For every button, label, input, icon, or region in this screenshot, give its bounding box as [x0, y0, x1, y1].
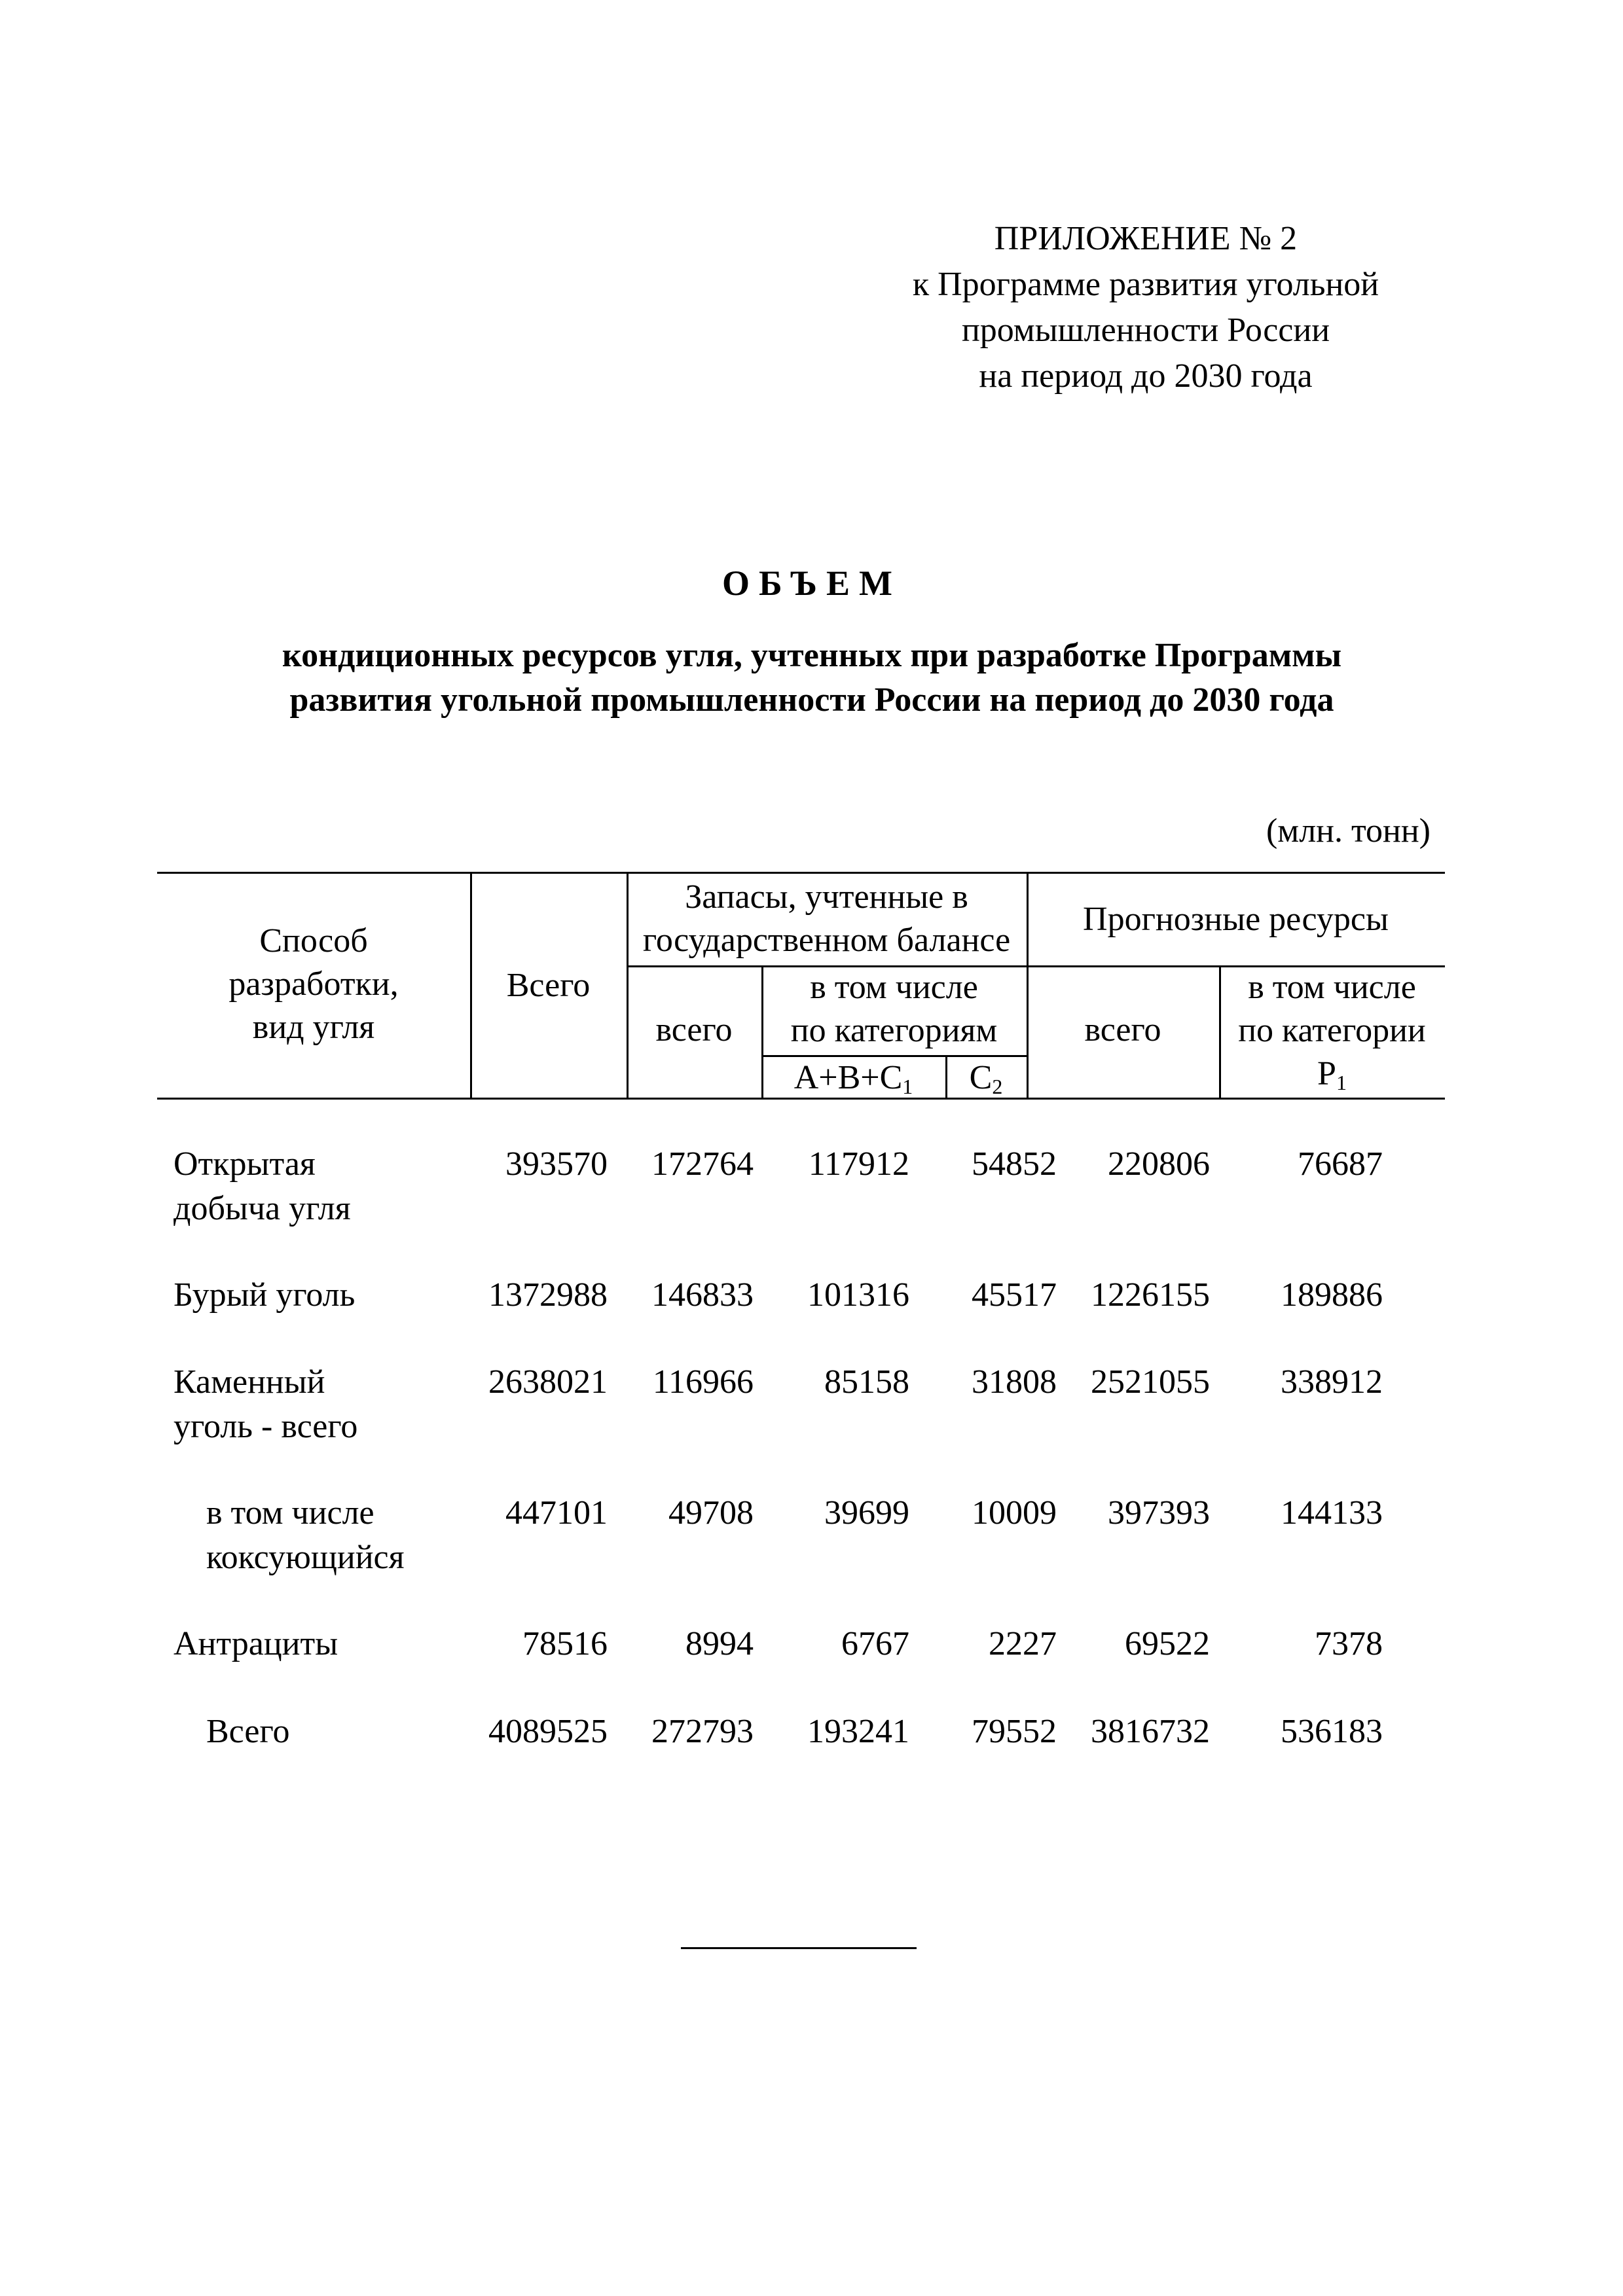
header-reserves: Запасы, учтенные в государственном балансе	[642, 878, 1011, 959]
cell-cat-abc1: 117912	[808, 1145, 909, 1183]
cell-reserves-total: 172764	[651, 1145, 754, 1183]
cell-cat-abc1: 39699	[824, 1494, 909, 1532]
cell-cat-p1: 76687	[1298, 1145, 1383, 1183]
cell-cat-p1: 7378	[1315, 1625, 1383, 1662]
row-label: в том числе коксующийся	[206, 1494, 405, 1576]
row-label: Антрациты	[173, 1625, 338, 1662]
cell-forecast-total: 2521055	[1091, 1363, 1210, 1401]
cell-total: 2638021	[488, 1363, 608, 1401]
appendix-number: ПРИЛОЖЕНИЕ № 2	[994, 220, 1298, 257]
cell-cat-c2: 31808	[972, 1363, 1057, 1401]
cell-forecast-total: 220806	[1108, 1145, 1210, 1183]
cell-reserves-total: 272793	[651, 1713, 754, 1750]
subtitle-line: кондиционных ресурсов угля, учтенных при разработке Программы	[282, 637, 1342, 674]
header-forecast-total: всего	[1084, 1011, 1161, 1049]
cell-cat-abc1: 85158	[824, 1363, 909, 1401]
cell-cat-p1: 536183	[1281, 1713, 1383, 1750]
header-reserves-incl: в том числе по категориям	[790, 969, 998, 1049]
cell-cat-abc1: 101316	[807, 1276, 909, 1314]
cell-reserves-total: 146833	[651, 1276, 754, 1314]
cell-forecast-total: 1226155	[1091, 1276, 1210, 1314]
document-title: ОБЪЕМ	[722, 564, 902, 603]
cell-total: 78516	[522, 1625, 608, 1662]
cell-cat-c2: 2227	[989, 1625, 1057, 1662]
row-label: Каменный уголь - всего	[173, 1363, 358, 1445]
row-label: Бурый уголь	[173, 1276, 356, 1314]
header-total: Всего	[506, 967, 591, 1004]
cell-forecast-total: 397393	[1108, 1494, 1210, 1532]
cell-cat-p1: 338912	[1281, 1363, 1383, 1401]
subtitle-line: развития угольной промышленности России на период до 2030 года	[289, 681, 1334, 719]
header-method: Способ разработки, вид угля	[228, 922, 399, 1046]
cell-cat-abc1: 193241	[807, 1713, 909, 1750]
header-cat-abc1: $А+В+С_1$	[793, 1059, 913, 1098]
cell-reserves-total: 116966	[652, 1363, 754, 1401]
appendix-line: к Программе развития угольной	[912, 266, 1379, 303]
cell-cat-c2: 79552	[972, 1713, 1057, 1750]
header-forecast-incl: в том числе по категории $Р_1$	[1238, 969, 1426, 1094]
cell-cat-c2: 54852	[972, 1145, 1057, 1183]
cell-total: 1372988	[488, 1276, 608, 1314]
appendix-line: промышленности России	[961, 312, 1330, 349]
cell-cat-c2: 10009	[972, 1494, 1057, 1532]
table-top-border	[157, 872, 1445, 874]
cell-cat-abc1: 6767	[841, 1625, 909, 1662]
units-label: (млн. тонн)	[1266, 812, 1431, 850]
cell-cat-p1: 189886	[1281, 1276, 1383, 1314]
cell-cat-p1: 144133	[1281, 1494, 1383, 1532]
cell-total: 393570	[505, 1145, 608, 1183]
cell-reserves-total: 49708	[668, 1494, 754, 1532]
header-cat-c2: $С_2$	[969, 1059, 1003, 1098]
appendix-line: на период до 2030 года	[979, 357, 1313, 395]
row-label: Открытая добыча угля	[173, 1145, 351, 1227]
row-label: Всего	[206, 1713, 290, 1750]
cell-cat-c2: 45517	[972, 1276, 1057, 1314]
cell-forecast-total: 3816732	[1091, 1713, 1210, 1750]
cell-forecast-total: 69522	[1125, 1625, 1210, 1662]
cell-total: 4089525	[488, 1713, 608, 1750]
document-subtitle	[157, 634, 1467, 723]
header-forecast: Прогнозные ресурсы	[1083, 901, 1389, 938]
cell-reserves-total: 8994	[685, 1625, 754, 1662]
header-reserves-total: всего	[655, 1011, 733, 1049]
end-divider	[681, 1947, 917, 1949]
cell-total: 447101	[505, 1494, 608, 1532]
appendix-header	[786, 216, 1506, 399]
